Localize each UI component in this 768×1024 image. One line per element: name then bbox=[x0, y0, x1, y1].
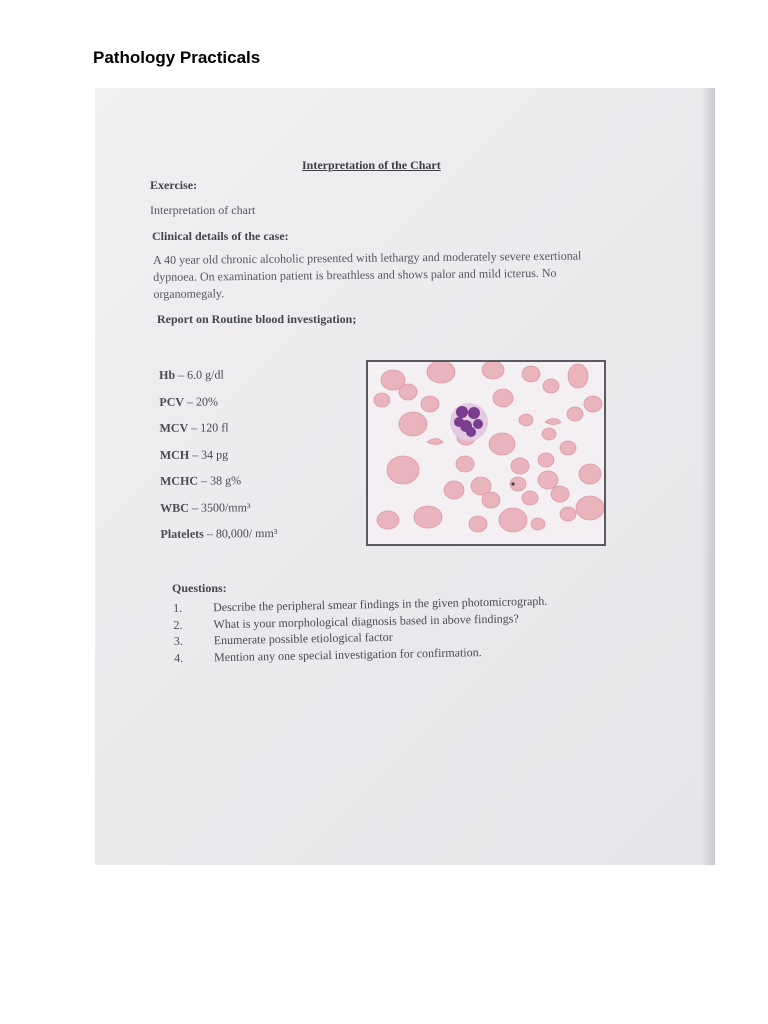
red-blood-cell bbox=[374, 393, 390, 407]
red-blood-cell bbox=[399, 412, 427, 436]
exercise-label: Exercise: bbox=[150, 178, 198, 192]
red-blood-cell bbox=[511, 458, 529, 474]
red-blood-cell bbox=[482, 362, 504, 379]
page-heading: Pathology Practicals bbox=[93, 48, 261, 67]
question-text: Mention any one special investigation for confirmation. bbox=[213, 644, 482, 664]
red-blood-cell bbox=[519, 414, 533, 426]
red-blood-cell bbox=[421, 396, 439, 412]
question-number: 3. bbox=[173, 633, 183, 648]
lab-value: 38 g% bbox=[209, 473, 242, 488]
red-blood-cell bbox=[560, 441, 576, 455]
exercise-text: Interpretation of chart bbox=[150, 203, 256, 217]
red-blood-cell bbox=[522, 366, 540, 382]
lab-label: MCHC bbox=[159, 473, 199, 488]
lab-value: 6.0 g/dl bbox=[187, 367, 224, 382]
question-number: 4. bbox=[173, 650, 184, 665]
paper-sheet bbox=[95, 88, 705, 865]
red-blood-cell bbox=[576, 496, 604, 520]
lab-value-row: PCV – 20% bbox=[159, 393, 219, 409]
red-blood-cell bbox=[444, 481, 464, 499]
lab-value: 3500/mm³ bbox=[200, 499, 251, 515]
red-blood-cell bbox=[522, 491, 538, 505]
lab-label: WBC bbox=[160, 500, 190, 515]
red-blood-cell bbox=[469, 516, 487, 532]
lab-value-row: MCH – 34 pg bbox=[159, 446, 229, 462]
red-blood-cell bbox=[560, 507, 576, 521]
red-blood-cell bbox=[551, 486, 569, 502]
red-blood-cell bbox=[538, 453, 554, 467]
red-blood-cell bbox=[456, 456, 474, 472]
photo-shadow-edge bbox=[701, 88, 715, 865]
red-blood-cell bbox=[377, 511, 399, 529]
red-blood-cell bbox=[489, 433, 515, 455]
red-blood-cell bbox=[531, 518, 545, 530]
red-blood-cell bbox=[427, 362, 455, 383]
document-photo bbox=[95, 88, 715, 865]
lab-value: 20% bbox=[195, 393, 219, 409]
question-number: 1. bbox=[173, 600, 183, 615]
lab-label: MCV bbox=[159, 420, 189, 435]
inclusion-dot bbox=[511, 482, 514, 485]
teardrop-cell bbox=[427, 439, 443, 445]
question-text: Enumerate possible etiological factor bbox=[213, 629, 393, 648]
blood-smear-image bbox=[368, 362, 604, 544]
red-blood-cell bbox=[567, 407, 583, 421]
red-blood-cell bbox=[387, 456, 419, 484]
lab-values-list bbox=[159, 361, 278, 548]
questions-list bbox=[173, 593, 548, 666]
red-blood-cell bbox=[538, 471, 558, 489]
question-text: What is your morphological diagnosis based in above findings? bbox=[213, 610, 519, 631]
hypersegmented-neutrophil bbox=[450, 403, 488, 441]
question-number: 2. bbox=[173, 617, 183, 632]
questions-label: Questions: bbox=[172, 581, 227, 595]
red-blood-cell bbox=[542, 428, 556, 440]
lab-label: PCV bbox=[159, 394, 185, 409]
lab-value-row: Hb – 6.0 g/dl bbox=[159, 367, 224, 382]
red-blood-cell bbox=[399, 384, 417, 400]
red-blood-cell bbox=[499, 508, 527, 532]
lab-value-row: WBC – 3500/mm³ bbox=[160, 499, 251, 515]
red-blood-cell bbox=[579, 464, 601, 484]
lab-label: Platelets bbox=[160, 526, 204, 541]
case-description: A 40 year old chronic alcoholic presented with lethargy and moderately severe exertional dypnoea. On examination patient is breathless and shows palor and mild icterus. No organomegaly. bbox=[153, 248, 582, 301]
red-blood-cell bbox=[584, 396, 602, 412]
lab-value: 34 pg bbox=[201, 446, 229, 462]
red-blood-cell bbox=[543, 379, 559, 393]
teardrop-cell bbox=[545, 419, 561, 425]
lab-value-row: MCV – 120 fl bbox=[159, 420, 229, 435]
lab-value: 120 fl bbox=[200, 420, 229, 435]
lab-label: MCH bbox=[159, 447, 190, 462]
question-text: Describe the peripheral smear findings in the given photomicrograph. bbox=[213, 593, 548, 615]
lab-value: 80,000/ mm³ bbox=[215, 525, 278, 541]
red-blood-cell bbox=[493, 389, 513, 407]
clinical-details-label: Clinical details of the case: bbox=[152, 229, 289, 243]
lab-value-row: Platelets – 80,000/ mm³ bbox=[160, 525, 278, 541]
photomicrograph bbox=[366, 360, 606, 546]
red-blood-cell bbox=[482, 492, 500, 508]
lab-value-row: MCHC – 38 g% bbox=[159, 473, 242, 488]
document-title: Interpretation of the Chart bbox=[302, 158, 441, 172]
lab-label: Hb bbox=[159, 367, 176, 382]
report-label: Report on Routine blood investigation; bbox=[157, 312, 357, 326]
red-blood-cell bbox=[414, 506, 442, 528]
red-blood-cell bbox=[568, 364, 588, 388]
